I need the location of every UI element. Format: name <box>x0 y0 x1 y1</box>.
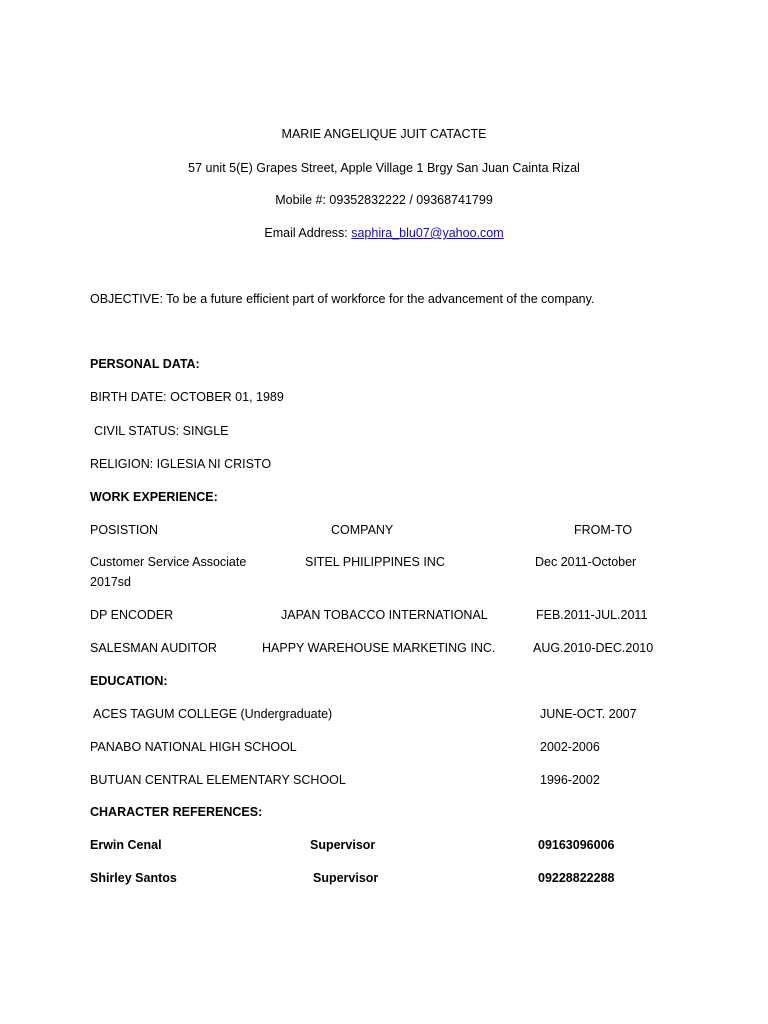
applicant-name: MARIE ANGELIQUE JUIT CATACTE <box>281 127 487 141</box>
reference-role: Supervisor <box>313 871 379 885</box>
education-school: ACES TAGUM COLLEGE (Undergraduate) <box>93 707 333 721</box>
education-school: PANABO NATIONAL HIGH SCHOOL <box>90 740 297 754</box>
religion: RELIGION: IGLESIA NI CRISTO <box>90 457 272 471</box>
birth-date: BIRTH DATE: OCTOBER 01, 1989 <box>90 390 284 404</box>
work-row-position-cont: 2017sd <box>90 575 132 589</box>
work-col-period-header: FROM-TO <box>574 523 633 537</box>
objective-text: OBJECTIVE: To be a future efficient part of workforce for the advancement of the company. <box>90 292 595 306</box>
reference-role: Supervisor <box>310 838 376 852</box>
work-experience-heading: WORK EXPERIENCE: <box>90 490 218 504</box>
work-col-position-header: POSISTION <box>90 523 159 537</box>
work-col-company-header: COMPANY <box>331 523 394 537</box>
reference-name: Shirley Santos <box>90 871 177 885</box>
reference-phone: 09228822288 <box>538 871 615 885</box>
applicant-email-line <box>0 225 768 241</box>
applicant-address: 57 unit 5(E) Grapes Street, Apple Village 1 Brgy San Juan Cainta Rizal <box>188 161 580 175</box>
work-row-company: HAPPY WAREHOUSE MARKETING INC. <box>262 641 496 655</box>
education-heading: EDUCATION: <box>90 674 168 688</box>
work-row-period: AUG.2010-DEC.2010 <box>533 641 654 655</box>
education-school: BUTUAN CENTRAL ELEMENTARY SCHOOL <box>90 773 346 787</box>
email-label: Email Address: <box>264 226 352 240</box>
work-row-company: SITEL PHILIPPINES INC <box>305 555 445 569</box>
work-row-position: Customer Service Associate <box>90 555 247 569</box>
education-period: 2002-2006 <box>540 740 600 754</box>
work-row-position: SALESMAN AUDITOR <box>90 641 217 655</box>
education-period: JUNE-OCT. 2007 <box>540 707 637 721</box>
work-row-company: JAPAN TOBACCO INTERNATIONAL <box>281 608 488 622</box>
work-row-position: DP ENCODER <box>90 608 174 622</box>
references-heading: CHARACTER REFERENCES: <box>90 805 263 819</box>
civil-status: CIVIL STATUS: SINGLE <box>94 424 229 438</box>
reference-phone: 09163096006 <box>538 838 615 852</box>
personal-data-heading: PERSONAL DATA: <box>90 357 200 371</box>
education-period: 1996-2002 <box>540 773 600 787</box>
applicant-mobile: Mobile #: 09352832222 / 09368741799 <box>275 193 493 207</box>
email-link[interactable]: saphira_blu07@yahoo.com <box>351 226 504 240</box>
work-row-period: Dec 2011-October <box>535 555 637 569</box>
work-row-period: FEB.2011-JUL.2011 <box>536 608 648 622</box>
reference-name: Erwin Cenal <box>90 838 162 852</box>
